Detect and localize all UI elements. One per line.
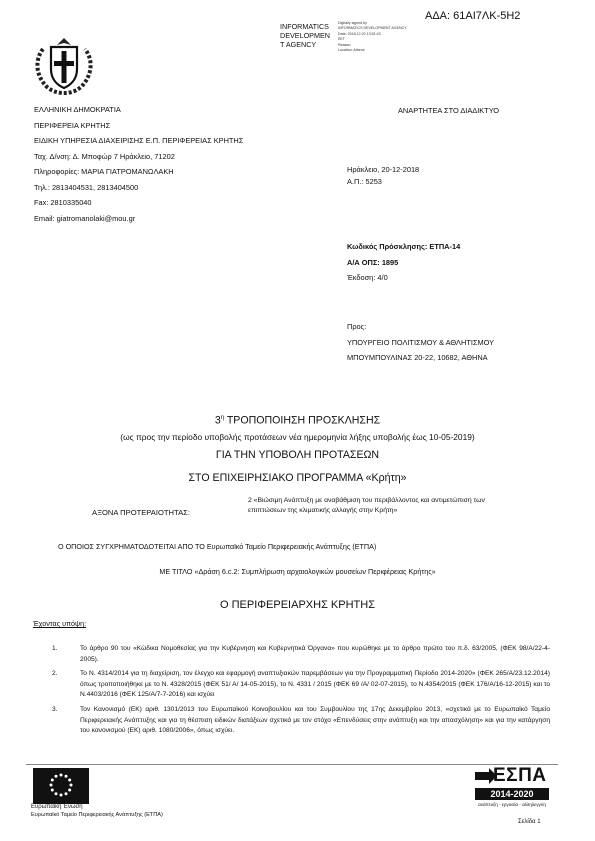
signature-name-line: INFORMATICS [280,22,329,31]
espa-logo [473,766,551,812]
eu-label: Ευρωπαϊκή Ένωση [31,804,83,810]
recipient-line: ΥΠΟΥΡΓΕΙΟ ΠΟΛΙΤΙΣΜΟΥ & ΑΘΛΗΤΙΣΜΟΥ [347,337,495,347]
sender-line: Email: giatromanolaki@mou.gr [34,213,136,223]
signature-name-line: T AGENCY [280,40,317,49]
sender-line: ΠΕΡΙΦΕΡΕΙΑ ΚΡΗΤΗΣ [34,120,111,130]
document-date: Ηράκλειο, 20-12-2018 [347,165,420,174]
posting-label: ΑΝΑΡΤΗΤΕΑ ΣΤΟ ΔΙΑΔΙΚΤΥΟ [398,106,499,115]
item-number: 1. [52,645,58,652]
protocol-number: Α.Π.: 5253 [347,177,382,186]
sender-line: Πληροφορίες: ΜΑΡΙΑ ΓΙΑΤΡΟΜΑΝΩΛΑΚΗ [34,167,174,176]
footer-divider [26,764,558,765]
item-text: Το Ν. 4314/2014 για τη διαχείριση, τον έλεγχο και εφαρμογή αναπτυξιακών παρεμβάσεων για την Προγραμματική Περίοδο 2014-2020» (ΦΕΚ 265/Α/23.12.2014) όπως τροποποιήθηκε με το Ν. 4328/2015 (ΦΕΚ 51/ Α/ 14-05-2015), το Ν. 4331 / 2015 (ΦΕΚ 69 /Α/ 02-07-2015), το Ν.4354/2015 (ΦΕΚ 176/Α/16-12-2015) και το Ν.4403/2016 (ΦΕΚ 125/Α/7-7-2016) και ισχύει [80,670,550,699]
considering-label: Έχοντας υπόψη: [33,619,87,628]
signature-details [338,21,407,53]
recipient-block [347,319,494,366]
edition: Έκδοση: 4/0 [347,273,388,282]
title-line-3: ΣΤΟ ΕΠΙΧΕΙΡΗΣΙΑΚΟ ΠΡΟΓΡΑΜΜΑ «Κρήτη» [188,472,407,484]
signature-detail: INFORMATICS DEVELOPMENT AGENCY [338,26,407,31]
list-item [52,644,550,665]
ops-number: Α/Α ΟΠΣ: 1895 [347,257,399,267]
recipient-label: Προς: [347,322,367,331]
sender-line: Ταχ. Δ/νση: Δ. Μποφώρ 7 Ηράκλειο, 71202 [34,151,175,161]
espa-slogan: ανάπτυξη - εργασία - αλληλεγγύη [478,802,546,807]
axis-value: 2 «Βιώσιμη Ανάπτυξη με αναβάθμιση του περιβάλλοντος και αντιμετώπιση των επιπτώσεων της κλιματικής αλλαγής στην Κρήτη» [248,497,485,514]
eu-flag-icon [33,768,89,804]
date-block [347,164,419,188]
espa-title: ΕΣΠΑ [493,765,547,786]
amendment-subtitle: (ως προς την περίοδο υποβολής προτάσεων νέα ημερομηνία λήξης υποβολής έως 10-05-2019) [120,432,475,442]
considerations-list [52,644,550,741]
sender-block [34,102,243,226]
recipient-line: ΜΠΟΥΜΠΟΥΛΙΝΑΣ 20-22, 10682, ΑΘΗΝΑ [347,353,488,362]
sender-line: ΕΛΛΗΝΙΚΗ ΔΗΜΟΚΡΑΤΙΑ [34,105,121,114]
sender-line: Fax: 2810335040 [34,198,92,207]
amendment-title [0,411,595,428]
amendment-superscript: η [220,415,225,421]
page-number: Σελίδα 1 [518,819,541,825]
signature-block [280,22,330,49]
signature-detail: Reason: [338,42,352,47]
signature-name-line: DEVELOPMEN [280,31,330,40]
eu-fund-label: Ευρωπαϊκό Ταμείο Περιφερειακής Ανάπτυξης (ΕΤΠΑ) [31,812,163,818]
signature-detail: Location: Athens [338,48,365,53]
item-text: Το άρθρο 90 του «Κώδικα Νομοθεσίας για την Κυβέρνηση και Κυβερνητικά Όργανα» που κυρώθηκε με το άρθρο πρώτο του π.δ. 63/2005, (ΦΕΚ 98/Α/22-4-2005). [80,645,550,663]
amendment-text: ΤΡΟΠΟΠΟΙΗΣΗ ΠΡΟΣΚΛΗΣΗΣ [224,414,381,427]
measure-title: ΜΕ ΤΙΤΛΟ «Δράση 6.c.2: Συμπλήρωση αρχαιολογικών μουσείων Περιφέρειας Κρήτης» [159,567,436,576]
cofunding-statement: Ο ΟΠΟΙΟΣ ΣΥΓΧΡΗΜΑΤΟΔΟΤΕΙΤΑΙ ΑΠΟ ΤΟ Ευρωπαϊκό Ταμείο Περιφερειακής Ανάπτυξης (ΕΤΠΑ) [58,542,377,551]
item-number: 3. [52,705,58,713]
signature-detail: EET [338,37,345,42]
title-line-2: ΓΙΑ ΤΗΝ ΥΠΟΒΟΛΗ ΠΡΟΤΑΣΕΩΝ [215,449,380,461]
amendment-number: 3 [214,414,221,427]
ada-number: ΑΔΑ: 61ΑΙ7ΛΚ-5Η2 [425,10,521,22]
espa-years: 2014-2020 [475,788,549,800]
sender-line: Τηλ.: 2813404531, 2813404500 [34,182,139,192]
sender-line: ΕΙΔΙΚΗ ΥΠΗΡΕΣΙΑ ΔΙΑΧΕΙΡΙΣΗΣ Ε.Π. ΠΕΡΙΦΕΡΕΙΑΣ ΚΡΗΤΗΣ [34,136,244,145]
invitation-code: Κωδικός Πρόσκλησης: ΕΤΠΑ-14 [347,242,461,251]
governor-heading: Ο ΠΕΡΙΦΕΡΕΙΑΡΧΗΣ ΚΡΗΤΗΣ [219,599,376,611]
list-item [52,705,550,737]
invitation-code-block [347,239,460,286]
item-text: Τον Κανονισμό (ΕΚ) αριθ. 1301/2013 του Ευρωπαϊκού Κοινοβουλίου και του Συμβουλίου της 17ης Δεκεμβρίου 2013, «σχετικά με το Ευρωπαϊκό Ταμείο Περιφερειακής Ανάπτυξης και για τη θέσπιση ειδικών διατάξεων σχετικά με τον στόχο «Επενδύσεις στην ανάπτυξη και την απασχόληση» και για την κατάργηση του κανονισμού (ΕΚ) αριθ. 1080/2006», όπως ισχύει. [80,705,550,735]
list-item [52,669,550,701]
item-number: 2. [52,670,58,678]
signature-detail: Digitally signed by [338,21,367,25]
greek-coat-of-arms-icon [33,35,95,95]
axis-label: ΑΞΟΝΑ ΠΡΟΤΕΡΑΙΟΤΗΤΑΣ: [92,508,190,517]
signature-detail: Date: 2018.12.20 13:51:43 [338,31,381,36]
